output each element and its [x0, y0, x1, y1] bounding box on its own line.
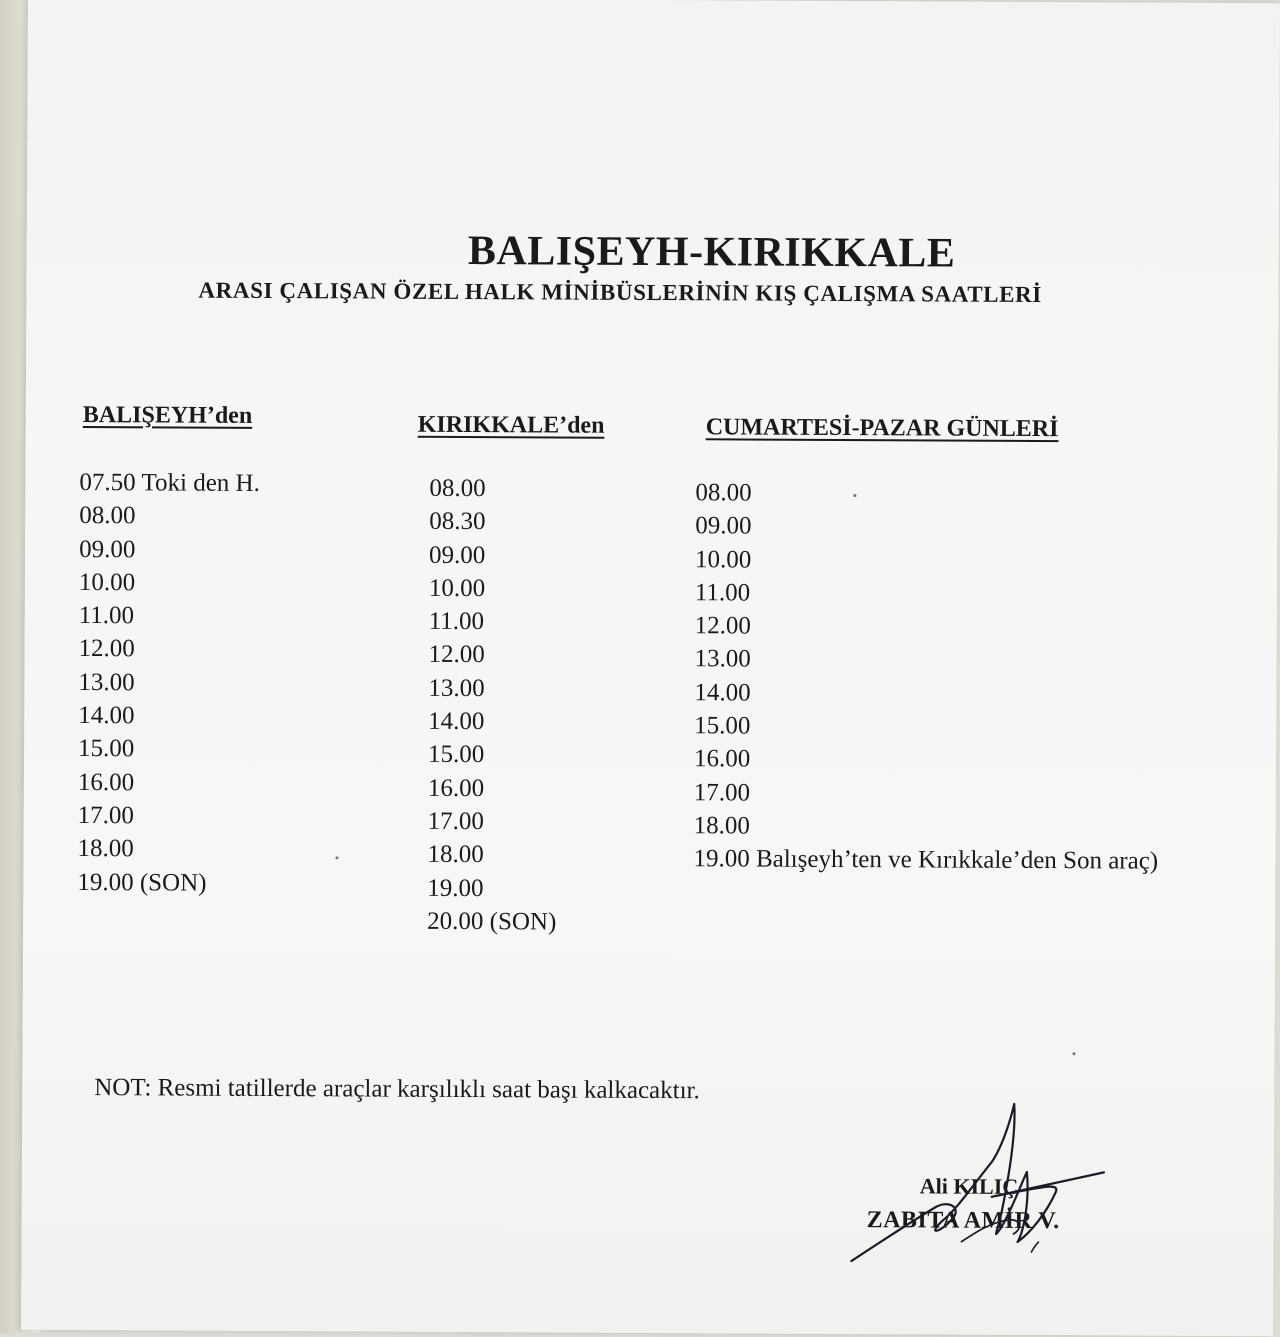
schedule-column-baliseyh: [77, 466, 260, 900]
schedule-time: 16.00: [427, 774, 485, 802]
schedule-column-weekend: [693, 476, 1160, 878]
schedule-time: 11.00: [428, 608, 485, 636]
schedule-time: 09.00: [429, 541, 486, 569]
paper-speck: [853, 494, 856, 497]
document-page: [21, 0, 1280, 1336]
schedule-time: 08.00: [695, 479, 752, 507]
schedule-time: 11.00: [694, 579, 751, 607]
schedule-time: 13.00: [78, 668, 135, 697]
handwritten-signature: [841, 1091, 1122, 1282]
schedule-time: 18.00: [77, 835, 134, 863]
schedule-time: 07.50 Toki den H.: [79, 468, 260, 497]
schedule-time: 14.00: [694, 679, 751, 707]
column-heading-baliseyh: BALIŞEYH’den: [82, 402, 253, 429]
schedule-time: 11.00: [78, 602, 135, 630]
schedule-time: 12.00: [694, 612, 752, 640]
document-title: BALIŞEYH-KIRIKKALE: [467, 228, 956, 277]
signatory-title: ZABITA AMİR V.: [866, 1207, 1060, 1235]
note-text: NOT: Resmi tatillerde araçlar karşılıklı saat başı kalkacaktır.: [94, 1074, 700, 1105]
column-heading-weekend: CUMARTESİ-PAZAR GÜNLERİ: [705, 414, 1059, 443]
schedule-time: 14.00: [78, 702, 135, 730]
schedule-time: 17.00: [77, 801, 135, 830]
schedule-time: 12.00: [428, 641, 485, 669]
schedule-time: 15.00: [78, 735, 135, 763]
schedule-time: 09.00: [79, 535, 136, 563]
schedule-time: 16.00: [693, 745, 751, 773]
schedule-time: 20.00 (SON): [427, 907, 557, 936]
schedule-time: 10.00: [428, 574, 486, 603]
schedule-time: 10.00: [78, 568, 136, 597]
schedule-time: 15.00: [427, 741, 485, 769]
column-heading-kirikkale: KIRIKKALE’den: [417, 411, 605, 439]
signatory-name: Ali KILIÇ: [919, 1173, 1019, 1199]
document-subtitle: ARASI ÇALIŞAN ÖZEL HALK MİNİBÜSLERİNİN KIŞ ÇALIŞMA SAATLERİ: [198, 277, 1042, 308]
schedule-time: 09.00: [695, 512, 752, 540]
schedule-time: 14.00: [428, 707, 485, 736]
schedule-time: 08.00: [79, 502, 136, 530]
paper-speck: [1072, 1052, 1075, 1055]
schedule-column-kirikkale: [427, 472, 559, 939]
schedule-time: 13.00: [694, 645, 751, 674]
schedule-time: 15.00: [694, 712, 751, 740]
schedule-time: 10.00: [695, 545, 752, 574]
schedule-time: 17.00: [427, 807, 485, 836]
schedule-time: 19.00 (SON): [77, 868, 207, 897]
schedule-time: 19.00: [427, 874, 484, 902]
schedule-time: 08.00: [429, 474, 486, 503]
schedule-time: 12.00: [78, 635, 135, 663]
schedule-time: 19.00 Balışeyh’ten ve Kırıkkale’den Son araç): [693, 845, 1159, 875]
schedule-time: 13.00: [428, 674, 485, 702]
schedule-time: 08.30: [429, 508, 486, 536]
schedule-time: 17.00: [693, 778, 751, 807]
schedule-time: 18.00: [693, 812, 750, 840]
paper-speck: [335, 856, 338, 859]
schedule-time: 16.00: [77, 768, 135, 796]
schedule-time: 18.00: [427, 841, 484, 869]
